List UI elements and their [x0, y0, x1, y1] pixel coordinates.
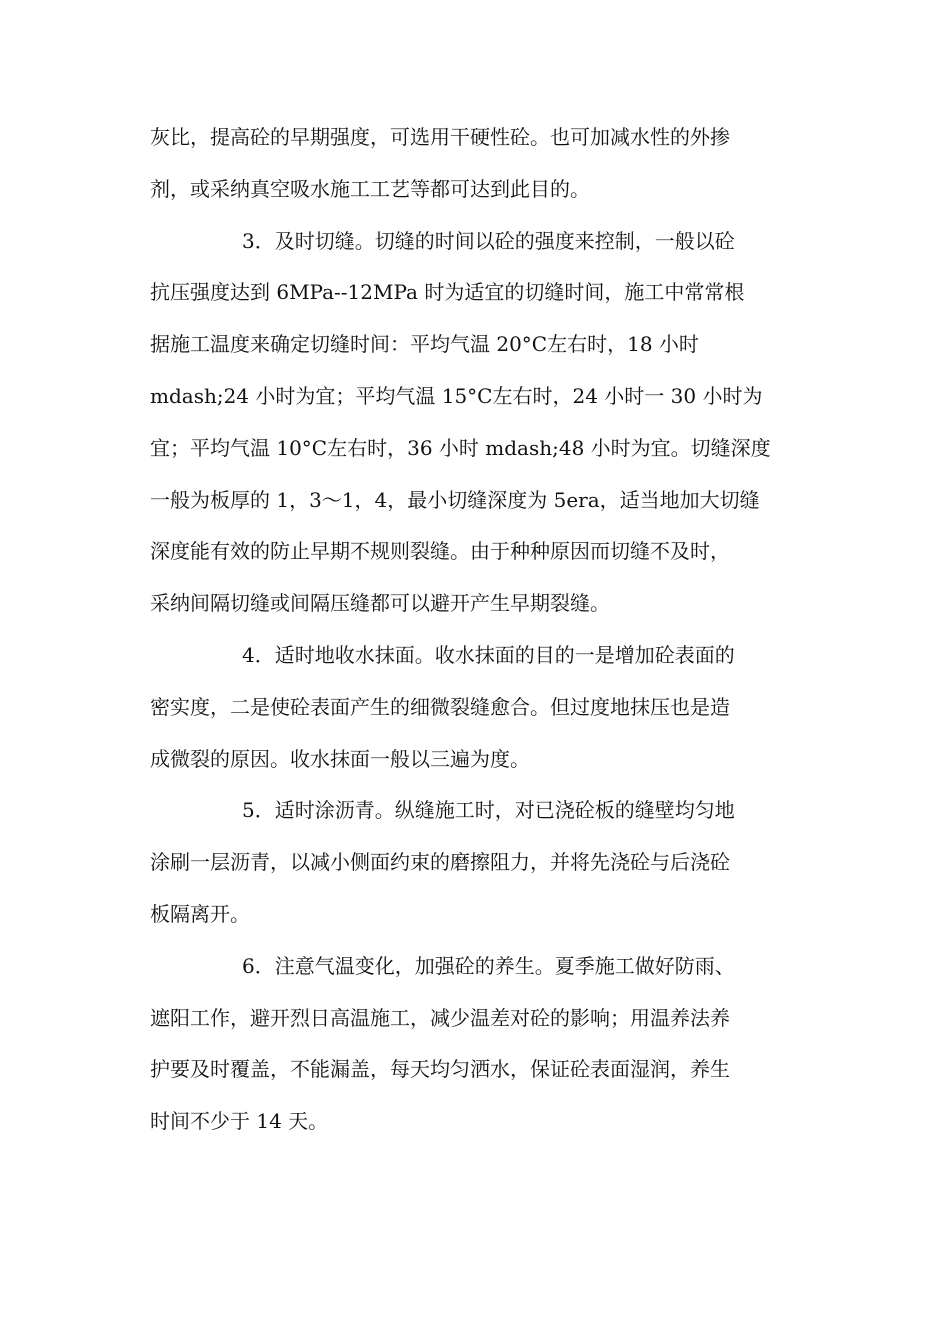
text-line-indented: 5．适时涂沥青。纵缝施工时，对已浇砼板的缝壁均匀地	[242, 798, 735, 823]
text-line: 剂，或采纳真空吸水施工工艺等都可达到此目的。	[150, 176, 590, 201]
text-line-indented: 6．注意气温变化，加强砼的养生。夏季施工做好防雨、	[242, 953, 735, 978]
text-line: 涂刷一层沥青，以减小侧面约束的磨擦阻力，并将先浇砼与后浇砼	[150, 850, 730, 875]
paragraph-item-4	[150, 630, 800, 785]
text-line: 时间不少于 14 天。	[150, 1109, 329, 1134]
text-line: 抗压强度达到 6MPa--12MPa 时为适宜的切缝时间，施工中常常根	[150, 280, 745, 305]
text-line: mdash;24 小时为宜；平均气温 15°C左右时，24 小时一 30 小时为	[150, 383, 763, 408]
text-line: 密实度，二是使砼表面产生的细微裂缝愈合。但过度地抹压也是造	[150, 694, 730, 719]
paragraph-item-6	[150, 941, 800, 1148]
text-line: 成微裂的原因。收水抹面一般以三遍为度。	[150, 746, 530, 771]
text-line: 遮阳工作，避开烈日高温施工，减少温差对砼的影响；用温养法养	[150, 1005, 730, 1030]
paragraph-item-5	[150, 785, 800, 940]
text-line-indented: 3．及时切缝。切缝的时间以砼的强度来控制，一般以砼	[242, 228, 735, 253]
paragraph-continuation	[150, 112, 800, 216]
text-line: 一般为板厚的 1，3～1，4，最小切缝深度为 5era，适当地加大切缝	[150, 487, 760, 512]
text-line: 采纳间隔切缝或间隔压缝都可以避开产生早期裂缝。	[150, 591, 610, 616]
paragraph-item-3	[150, 216, 800, 630]
text-line-indented: 4．适时地收水抹面。收水抹面的目的一是增加砼表面的	[242, 642, 735, 667]
text-line: 板隔离开。	[150, 901, 250, 926]
text-line: 灰比，提高砼的早期强度，可选用干硬性砼。也可加减水性的外掺	[150, 125, 730, 149]
text-line: 护要及时覆盖，不能漏盖，每天均匀洒水，保证砼表面湿润，养生	[150, 1057, 730, 1082]
text-line: 深度能有效的防止早期不规则裂缝。由于种种原因而切缝不及时，	[150, 539, 730, 564]
text-line: 宜；平均气温 10°C左右时，36 小时 mdash;48 小时为宜。切缝深度	[150, 435, 771, 460]
text-line: 据施工温度来确定切缝时间：平均气温 20°C左右时，18 小时	[150, 332, 699, 357]
document-body	[150, 112, 800, 1148]
